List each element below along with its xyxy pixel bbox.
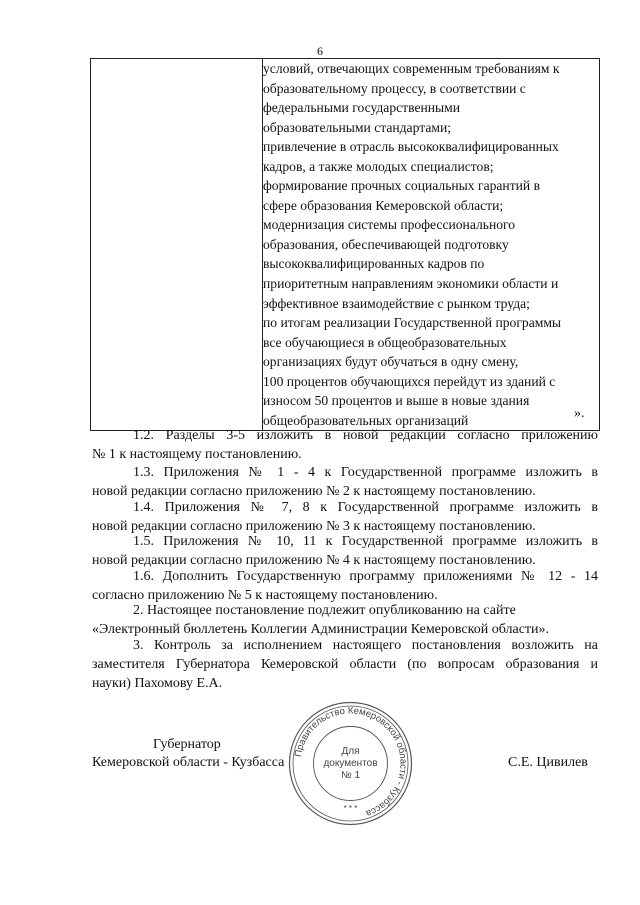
paragraph-1-3 <box>92 463 598 501</box>
table-row <box>91 59 600 431</box>
paragraph-1-6 <box>92 567 598 605</box>
paragraph-line: 3. Контроль за исполнением настоящего постановления возложить на <box>133 638 598 653</box>
paragraph-line: 1.4. Приложения № 7, 8 к Государственной программе изложить в <box>133 500 598 515</box>
table-right-cell <box>263 59 600 431</box>
table-line: образовательными стандартами; <box>263 119 452 135</box>
table-line: износом 50 процентов и выше в новые здания <box>263 393 530 409</box>
table-line: организациях будут обучаться в одну смену, <box>263 354 519 370</box>
paragraph-line: 1.2. Разделы 3-5 изложить в новой редакции согласно приложению <box>133 428 598 443</box>
paragraph-line: «Электронный бюллетень Коллегии Администрации Кемеровской области». <box>92 622 550 637</box>
table-line: федеральными государственными <box>263 100 461 116</box>
signature-name: С.Е. Цивилев <box>508 755 588 770</box>
paragraph-line: № 1 к настоящему постановлению. <box>92 447 302 462</box>
table-line: формирование прочных социальных гарантий в <box>263 178 541 194</box>
paragraph-line: новой редакции согласно приложению № 3 к настоящему постановлению. <box>92 519 536 534</box>
stamp-center-line: Для <box>341 746 360 757</box>
paragraph-line: 1.5. Приложения № 10, 11 к Государственной программе изложить в <box>133 534 598 549</box>
table-line: приоритетным направлениям экономики области и <box>263 276 559 292</box>
paragraph-line: новой редакции согласно приложению № 4 к настоящему постановлению. <box>92 553 536 568</box>
paragraph-1-2 <box>92 426 598 464</box>
paragraph-line: 1.3. Приложения № 1 - 4 к Государственной программе изложить в <box>133 465 598 480</box>
paragraph-line: согласно приложению № 5 к настоящему постановлению. <box>92 588 438 603</box>
table-line: кадров, а также молодых специалистов; <box>263 158 494 174</box>
page-number: 6 <box>317 44 323 58</box>
stamp-center-line: № 1 <box>340 770 361 781</box>
closing-quote: ». <box>574 406 585 421</box>
paragraph-line: науки) Пахомову Е.А. <box>92 676 223 691</box>
stamp-ring-text: Правительство Кемеровской области - Кузбасса <box>292 705 409 819</box>
signature-region: Кемеровской области - Кузбасса <box>92 755 285 770</box>
paragraph-line: заместителя Губернатора Кемеровской области (по вопросам образования и <box>92 657 598 672</box>
stamp-stars: * * * <box>343 804 358 813</box>
table-line: по итогам реализации Государственной программы <box>263 315 562 331</box>
table-line: 100 процентов обучающихся перейдут из зданий с <box>263 373 556 389</box>
paragraph-1-5 <box>92 532 598 570</box>
paragraph-line: 2. Настоящее постановление подлежит опубликованию на сайте <box>133 603 516 618</box>
table-line: сфере образования Кемеровской области; <box>263 197 504 213</box>
table-line: модернизация системы профессионального <box>263 217 516 233</box>
paragraph-3 <box>92 636 598 693</box>
table-line: привлечение в отрасль высококвалифицированных <box>263 139 559 155</box>
paragraph-1-4 <box>92 498 598 536</box>
official-stamp <box>287 700 414 827</box>
table-line: образования, обеспечивающей подготовку <box>263 236 509 252</box>
table-line: образовательному процессу, в соответствии с <box>263 80 526 96</box>
paragraph-line: 1.6. Дополнить Государственную программу приложениями № 12 - 14 <box>133 569 598 584</box>
table-line: эффективное взаимодействие с рынком труда; <box>263 295 530 311</box>
program-table <box>90 58 600 431</box>
table-line: высококвалифицированных кадров по <box>263 256 485 272</box>
signature-title: Губернатор <box>153 737 221 752</box>
table-line: общеобразовательных организаций <box>263 412 469 428</box>
paragraph-line: новой редакции согласно приложению № 2 к настоящему постановлению. <box>92 484 536 499</box>
table-left-cell <box>91 59 263 431</box>
table-line: все обучающиеся в общеобразовательных <box>263 334 507 350</box>
table-line: условий, отвечающих современным требованиям к <box>263 61 560 76</box>
paragraph-2 <box>92 601 598 639</box>
stamp-center-line: документов <box>323 758 378 769</box>
